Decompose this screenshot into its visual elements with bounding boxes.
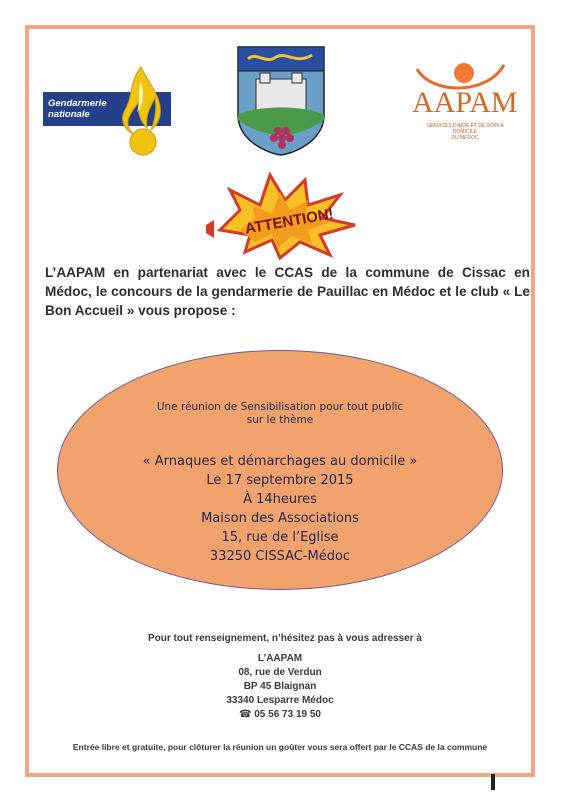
event-place: Maison des Associations [201, 511, 359, 526]
event-city: 33250 CISSAC-Médoc [209, 549, 351, 564]
contact-address [210, 652, 350, 722]
speaker-icon [206, 220, 214, 238]
footer-note: Entrée libre et gratuite, pour clôturer la réunion un goûter vous sera offert par le CCAS de la commune [72, 742, 488, 752]
attention-label: ATTENTION! [243, 205, 335, 238]
event-street: 15, rue de l’Eglise [221, 530, 339, 545]
contact-city: 33340 Lesparre Médoc [226, 695, 334, 706]
scan-mark [491, 774, 495, 790]
intro-paragraph: L’AAPAM en partenariat avec le CCAS de la commune de Cissac en Médoc, le concours de la gendarmerie de Pauillac en Médoc et le club « Le Bon Accueil » vous propose : [45, 265, 530, 318]
contact-phone: ☎ 05 56 73 19 50 [239, 709, 321, 720]
event-details [57, 452, 503, 566]
gendarmerie-logo [43, 62, 173, 157]
aapam-tagline: SERVICES D'AIDE ET DE SOIN À DOMICILE [426, 123, 504, 135]
event-time: À 14heures [243, 492, 317, 507]
gendarmerie-label: Gendarmerie nationale [48, 98, 107, 120]
aapam-region: DU MÉDOC [451, 135, 479, 141]
aapam-name: AAPAM [412, 86, 518, 119]
aapam-logo [412, 55, 517, 150]
attention-burst [200, 170, 360, 260]
contact-street: 08, rue de Verdun [238, 667, 322, 678]
event-date: Le 17 septembre 2015 [206, 473, 354, 488]
contact-org: L’AAPAM [257, 653, 303, 664]
contact-bp: BP 45 Blaignan [243, 681, 317, 692]
contact-prompt: Pour tout renseignement, n’hésitez pas à vous adresser à [148, 633, 422, 644]
event-line1: Une réunion de Sensibilisation pour tout public [156, 401, 404, 413]
event-line2: sur le thème [246, 414, 314, 426]
cissac-coat-of-arms [236, 45, 326, 157]
event-theme: « Arnaques et démarchages au domicile » [142, 454, 418, 469]
grenade-flame-icon [111, 62, 171, 157]
event-intro [57, 401, 503, 427]
